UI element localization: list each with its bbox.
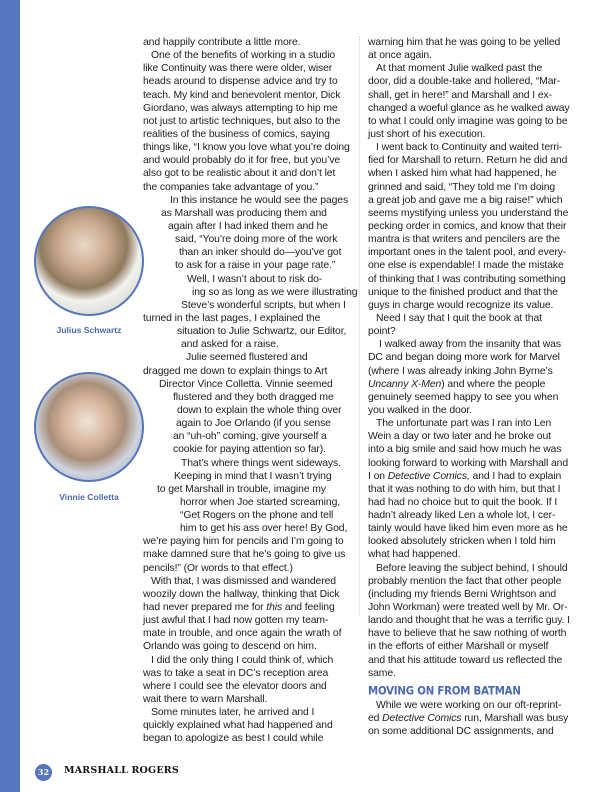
italic-title: Uncanny X-Men — [368, 378, 442, 390]
text-line: Need I say that I quit the book at that — [376, 312, 542, 324]
text-line: John Workman) were treated well by Mr. Or- — [368, 602, 568, 614]
text-line: pecking order in comics, and know that their — [368, 220, 567, 232]
text-line: and would probably do it for free, but you’ve — [143, 155, 341, 167]
text-line: down to explain the whole thing over — [177, 404, 342, 416]
text-line: to get Marshall in trouble, imagine my — [157, 483, 326, 495]
text-line: was to take a seat in DC’s reception area — [143, 667, 329, 679]
text-line: seems mystifying unless you understand the — [368, 207, 569, 219]
text-line: horror when Joe started screaming, — [180, 496, 341, 508]
right-text-column — [368, 36, 580, 738]
photo-caption: Julius Schwartz — [56, 325, 122, 335]
text-line: Giordano, was always attempting to hip me — [143, 102, 338, 114]
text-line: Orlando was going to descend on him. — [143, 641, 317, 653]
text-line: (including my friends Berni Wrightson and — [368, 588, 557, 600]
text-fragment: ) and where the people — [441, 378, 546, 390]
text-line — [368, 378, 580, 391]
text-line: “Get Rogers on the phone and tell — [180, 510, 334, 522]
text-line: we’re paying him for pencils and I’m going to — [143, 536, 344, 548]
text-line: With that, I was dismissed and wandered — [151, 575, 336, 587]
text-line: a great job and gave me a big raise!” which — [368, 194, 563, 206]
text-line: of thinking that I was contributing something — [368, 273, 566, 285]
text-line: I walked away from the insanity that was — [379, 339, 561, 351]
text-line: one else is expendable! I made the mistake — [368, 260, 564, 272]
text-line: That’s where things went sideways. — [181, 457, 341, 469]
italic-title: Detective Comics, — [387, 470, 470, 482]
text-line: ing so as long as we were illustrating — [192, 286, 358, 298]
text-line: Steve’s wonderful scripts, but when I — [181, 299, 346, 311]
text-line: flustered and they both dragged me — [173, 391, 334, 403]
text-line: not just to artistic techniques, but also to the — [143, 115, 341, 127]
text-line: pencils!” (Or words to that effect.) — [143, 562, 293, 574]
vinnie-colletta-photo — [34, 372, 144, 482]
text-line: Well, I wasn’t about to risk do- — [187, 273, 323, 285]
text-line: unique to the finished product and that the — [368, 286, 558, 298]
text-line: in the efforts of either Marshall or myself — [368, 641, 549, 653]
text-line — [368, 712, 580, 725]
text-line: door, did a double-take and hollered, “Mar- — [368, 76, 561, 88]
text-fragment: ed — [368, 713, 383, 725]
section-heading — [368, 685, 580, 698]
text-line — [368, 470, 580, 483]
running-title: MARSHALL ROGERS — [64, 765, 179, 776]
left-text-column — [143, 36, 358, 746]
text-line: to ask for a raise in your page rate.” — [175, 260, 336, 272]
text-line: changed a woeful glance as he walked away — [368, 102, 570, 114]
text-line: One of the benefits of working in a studio — [151, 50, 336, 62]
text-line: into a big smile and said how much he was — [368, 444, 562, 456]
text-line: as Marshall was producing them and — [161, 207, 327, 219]
text-line: an “uh-oh” coming, give yourself a — [173, 431, 327, 443]
text-line: important ones in the talent pool, and every- — [368, 247, 567, 259]
text-line: hadn’t already liked Len a whole lot, I cer- — [368, 510, 556, 522]
text-line: again after I had inked them and he — [168, 220, 328, 232]
text-line: same. — [368, 667, 396, 679]
text-line: and asked for a raise. — [181, 339, 279, 351]
text-line: cookie for paying attention so far). — [173, 444, 326, 456]
text-line: teach. My kind and benevolent mentor, Dick — [143, 89, 341, 101]
text-line: dragged me down to explain things to Art — [143, 365, 328, 377]
text-line: warning him that he was going to be yelled — [368, 37, 561, 48]
page-edge-color-bar — [0, 0, 20, 792]
text-line: realities of the business of comics, saying — [143, 128, 330, 140]
text-line: mantra is that writers and pencilers are the — [368, 234, 560, 246]
text-fragment: I on — [368, 470, 388, 482]
text-line: Wein a day or two later and he broke out — [368, 431, 551, 443]
text-fragment: and feeling — [282, 602, 335, 614]
text-line: on some additional DC assignments, and — [368, 726, 554, 738]
text-line: guys in charge would recognize its value. — [368, 299, 554, 311]
text-line: said, “You’re doing more of the work — [175, 234, 338, 246]
text-line: genuinely seemed happy to see you when — [368, 391, 559, 403]
text-line: Director Vince Colletta. Vinnie seemed — [159, 378, 333, 390]
text-line: what had happened. — [368, 549, 461, 561]
text-line: Before leaving the subject behind, I should — [376, 562, 568, 574]
text-line: him to get his ass over here! By God, — [180, 523, 348, 535]
text-line: heads around to dispense advice and try to — [143, 76, 338, 88]
text-line: looking forward to working with Marshall and — [368, 457, 569, 469]
text-line: to what I could only imagine was going to be — [368, 115, 568, 127]
text-line: again to Joe Orlando (if you sense — [176, 418, 331, 430]
text-line: when I asked him what had happened, he — [368, 168, 557, 180]
text-line: quickly explained what had happened and — [143, 720, 333, 732]
text-line: make damned sure that he’s going to give us — [143, 549, 346, 561]
photo-caption: Vinnie Colletta — [59, 492, 119, 502]
text-line: woozily down the hallway, thinking that Dick — [143, 588, 340, 600]
text-line: just short of his execution. — [368, 128, 486, 140]
column-divider — [359, 36, 360, 616]
italic-title: Detective Comics — [382, 713, 462, 725]
text-line: fied for Marshall to return. Return he did and — [368, 155, 568, 167]
text-line: grinned and said, “They told me I’m doing — [368, 181, 556, 193]
text-line: had had no choice but to quit the book. If I — [368, 496, 558, 508]
text-line: In this instance he would see the pages — [170, 194, 349, 206]
text-line: Some minutes later, he arrived and I — [151, 707, 315, 719]
text-line: Julie seemed flustered and — [186, 352, 308, 364]
text-line: point? — [368, 326, 396, 338]
text-line: where I could see the elevator doors and — [143, 680, 327, 692]
text-line: the companies take advantage of you.” — [143, 181, 319, 193]
text-line: I went back to Continuity and waited terri- — [376, 142, 563, 154]
text-line: than an inker should do—you’ve got — [179, 247, 342, 259]
text-line: you walked in the door. — [368, 404, 472, 416]
text-line: tainly would have liked him even more as he — [368, 523, 568, 535]
section-heading-text: MOVING ON FROM BATMAN — [368, 685, 521, 698]
text-line: and that his attitude toward us reflected the — [368, 654, 563, 666]
julius-schwartz-photo — [34, 206, 144, 316]
text-line: like Continuity was there were older, wiser — [143, 63, 333, 75]
text-fragment: had never prepared me for — [143, 602, 267, 614]
text-fragment: run, Marshall was busy — [461, 713, 569, 725]
text-line: While we were working on our oft-reprint- — [376, 700, 562, 712]
text-line: looked absolutely stricken when I told him — [368, 536, 556, 548]
text-line: The unfortunate part was I ran into Len — [376, 418, 552, 430]
text-line: lando and thought that he was a terrific guy. I — [368, 615, 570, 627]
text-line: At that moment Julie walked past the — [376, 63, 543, 75]
text-line: things like, “I know you love what you’re doing — [143, 142, 350, 154]
text-line: probably mention the fact that other people — [368, 575, 562, 587]
text-line: turned in the last pages, I explained the — [143, 312, 321, 324]
text-line: DC and began doing more work for Marvel — [368, 352, 560, 364]
text-line: Keeping in mind that I wasn’t trying — [174, 470, 332, 482]
text-line: have to believe that he saw nothing of worth — [368, 628, 567, 640]
text-line: (where I was already inking John Byrne’s — [368, 365, 553, 377]
text-line: I did the only thing I could think of, which — [151, 654, 334, 666]
italic-title: this — [266, 602, 283, 614]
text-line: shall, get in here!” and Marshall and I ex- — [368, 89, 552, 101]
page-number-badge: 32 — [35, 764, 52, 781]
text-line: that it was nothing to do with him, but that I — [368, 483, 561, 495]
text-line: situation to Julie Schwartz, our Editor, — [177, 326, 347, 338]
text-line: just awful that I had now gotten my team- — [143, 615, 329, 627]
text-line: wait there to warn Marshall. — [143, 694, 268, 706]
text-line: and happily contribute a little more. — [143, 37, 301, 48]
text-line: also got to be realistic about it and don’t let — [143, 168, 336, 180]
text-line — [143, 601, 355, 614]
text-line: mate in trouble, and once again the wrath of — [143, 628, 342, 640]
text-fragment: and I had to explain — [469, 470, 562, 482]
text-line: at once again. — [368, 50, 432, 62]
text-line: began to apologize as best I could while — [143, 733, 324, 745]
